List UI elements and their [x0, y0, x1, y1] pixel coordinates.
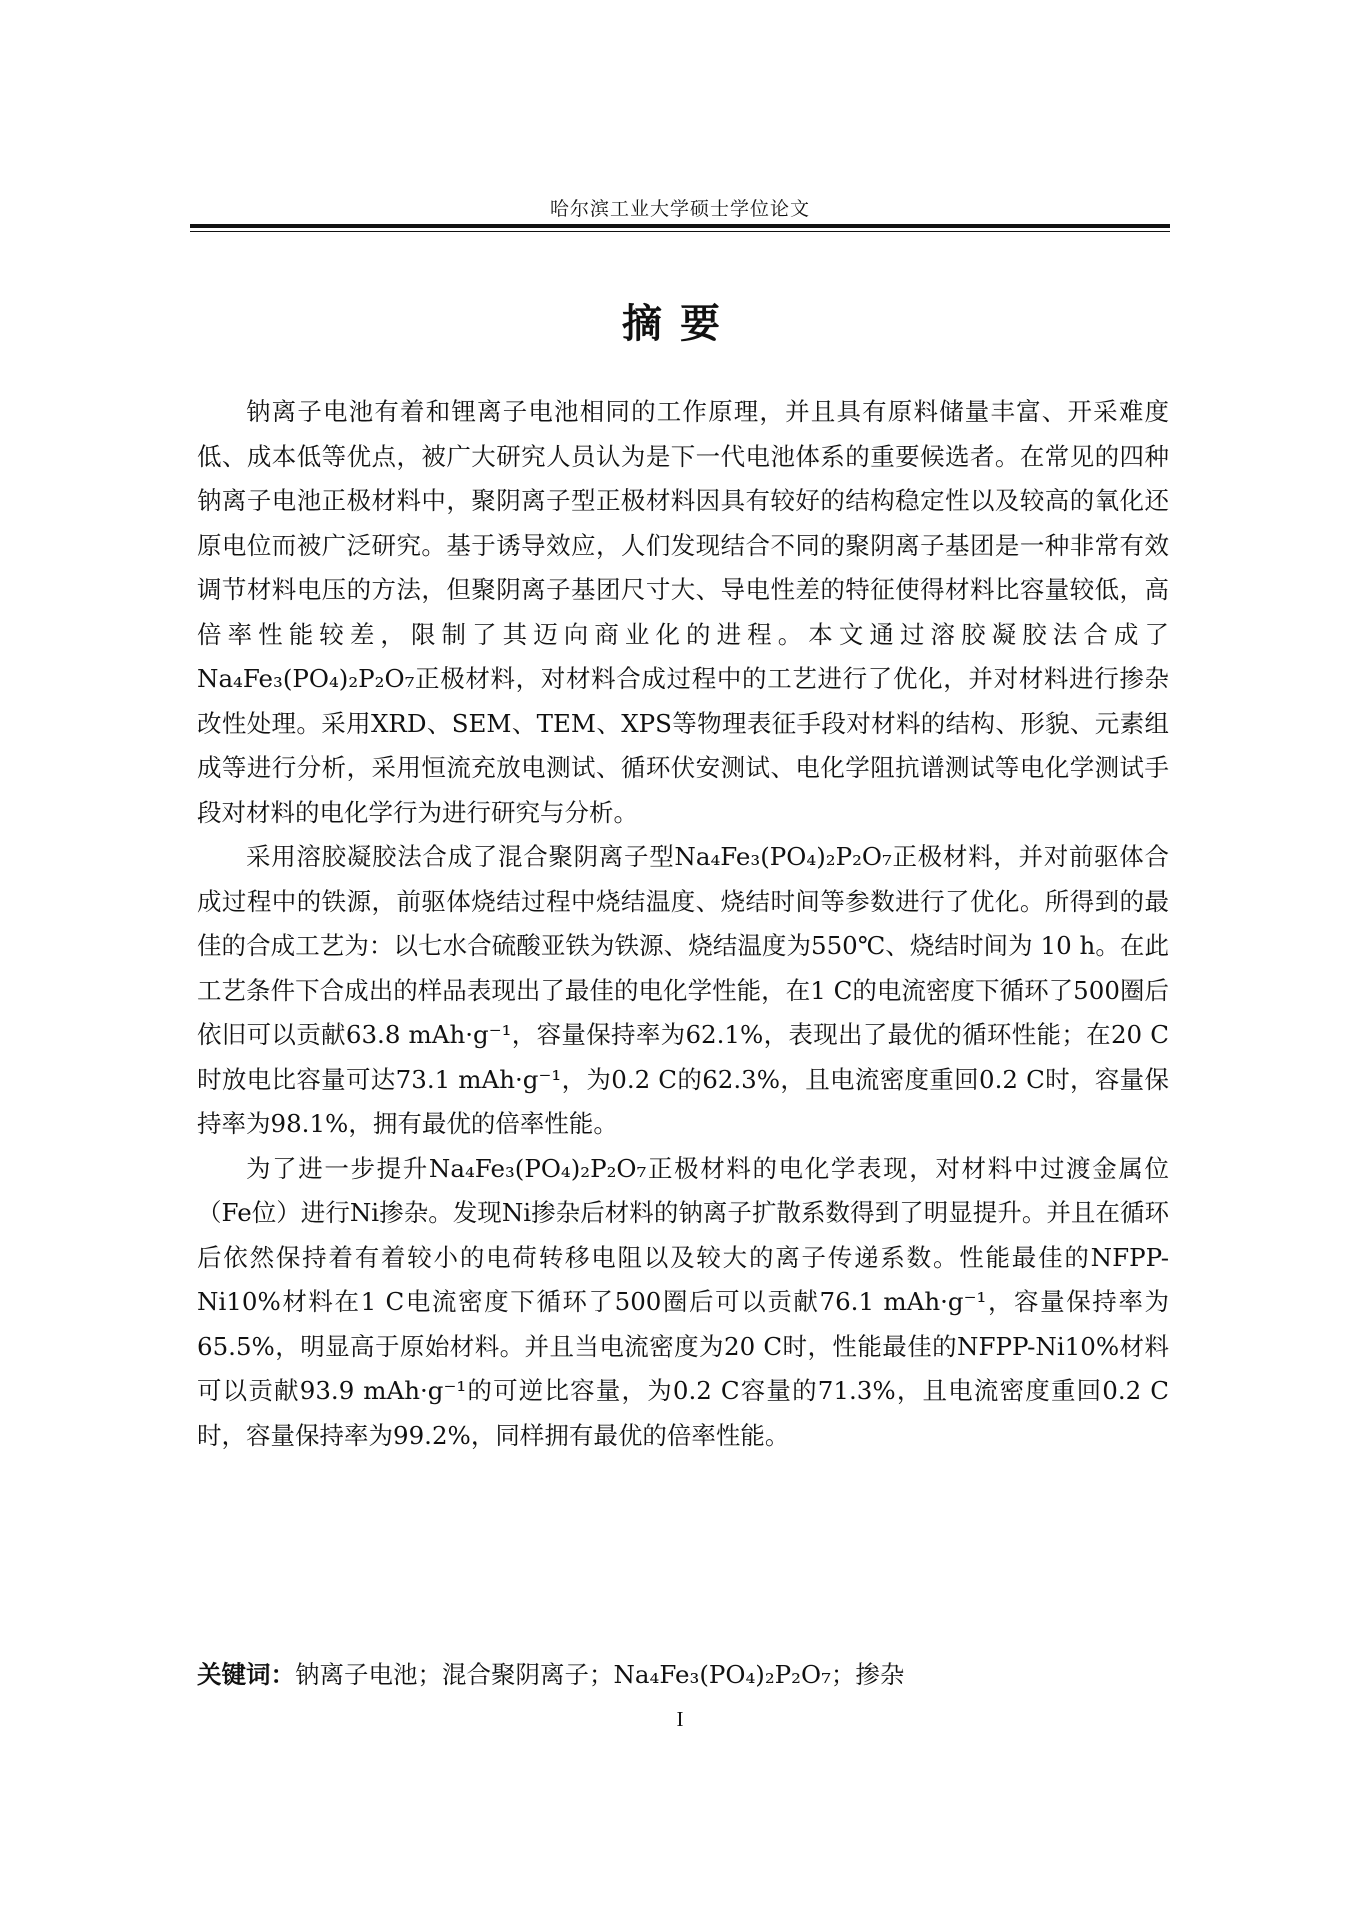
- abstract-paragraph-2: 采用溶胶凝胶法合成了混合聚阴离子型Na₄Fe₃(PO₄)₂P₂O₇正极材料，并对前驱体合成过程中的铁源，前驱体烧结过程中烧结温度、烧结时间等参数进行了优化。所得到的最佳的合成工艺为：以七水合硫酸亚铁为铁源、烧结温度为550℃、烧结时间为 10 h。在此工艺条件下合成出的样品表现出了最佳的电化学性能，在1 C的电流密度下循环了500圈后依旧可以贡献63.8 mAh·g⁻¹，容量保持率为62.1%，表现出了最优的循环性能；在20 C时放电比容量可达73.1 mAh·g⁻¹，为0.2 C的62.3%，且电流密度重回0.2 C时，容量保持率为98.1%，拥有最优的倍率性能。: [197, 842, 1169, 1138]
- keywords-text: 钠离子电池；混合聚阴离子；Na₄Fe₃(PO₄)₂P₂O₇；掺杂: [295, 1660, 905, 1689]
- keywords-label: 关键词：: [197, 1660, 295, 1689]
- page-title: 摘要: [622, 301, 738, 347]
- page-number: I: [676, 1707, 684, 1731]
- header-rule-thick: [190, 224, 1170, 228]
- abstract-paragraph-1: 钠离子电池有着和锂离子电池相同的工作原理，并且具有原料储量丰富、开采难度低、成本低等优点，被广大研究人员认为是下一代电池体系的重要候选者。在常见的四种钠离子电池正极材料中，聚阴离子型正极材料因具有较好的结构稳定性以及较高的氧化还原电位而被广泛研究。基于诱导效应，人们发现结合不同的聚阴离子基团是一种非常有效调节材料电压的方法，但聚阴离子基团尺寸大、导电性差的特征使得材料比容量较低，高倍率性能较差，限制了其迈向商业化的进程。本文通过溶胶凝胶法合成了Na₄Fe₃(PO₄)₂P₂O₇正极材料，对材料合成过程中的工艺进行了优化，并对材料进行掺杂改性处理。采用XRD、SEM、TEM、XPS等物理表征手段对材料的结构、形貌、元素组成等进行分析，采用恒流充放电测试、循环伏安测试、电化学阻抗谱测试等电化学测试手段对材料的电化学行为进行研究与分析。: [197, 397, 1169, 827]
- running-header: 哈尔滨工业大学硕士学位论文: [549, 198, 810, 220]
- abstract-body: [197, 390, 1169, 1458]
- abstract-paragraph-3: 为了进一步提升Na₄Fe₃(PO₄)₂P₂O₇正极材料的电化学表现，对材料中过渡金属位（Fe位）进行Ni掺杂。发现Ni掺杂后材料的钠离子扩散系数得到了明显提升。并且在循环后依然保持着有着较小的电荷转移电阻以及较大的离子传递系数。性能最佳的NFPP-Ni10%材料在1 C电流密度下循环了500圈后可以贡献76.1 mAh·g⁻¹，容量保持率为65.5%，明显高于原始材料。并且当电流密度为20 C时，性能最佳的NFPP-Ni10%材料可以贡献93.9 mAh·g⁻¹的可逆比容量，为0.2 C容量的71.3%，且电流密度重回0.2 C时，容量保持率为99.2%，同样拥有最优的倍率性能。: [197, 1153, 1169, 1450]
- keywords-line: [197, 1653, 1169, 1697]
- header-rule-thin: [190, 231, 1170, 232]
